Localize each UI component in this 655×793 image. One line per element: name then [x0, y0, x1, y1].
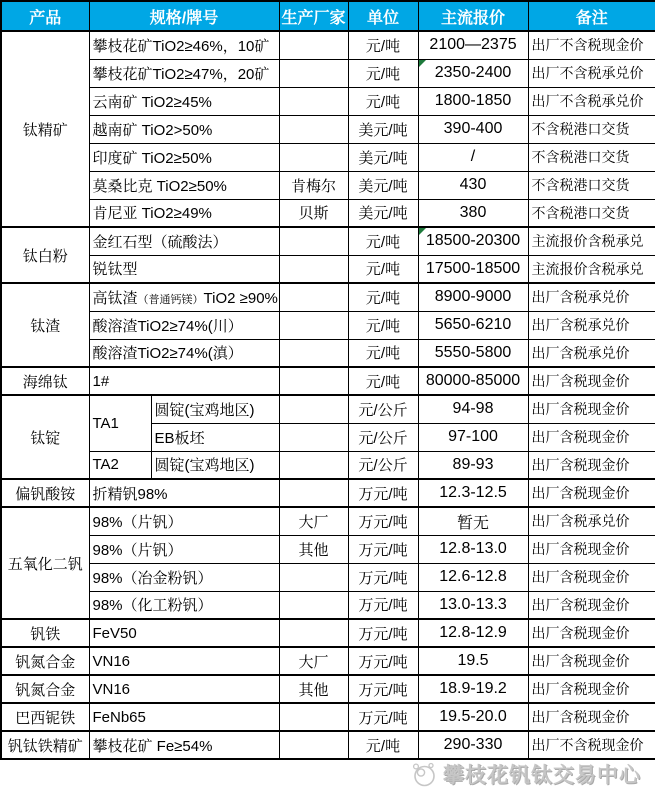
- table-row: [1, 283, 655, 311]
- unit-cell: 万元/吨: [348, 563, 418, 591]
- note-cell: 出厂含税现金价: [528, 367, 655, 395]
- price-cell: 290-330: [418, 731, 528, 759]
- table-header: [1, 1, 655, 31]
- table-row: [1, 367, 655, 395]
- note-cell: 出厂不含税现金价: [528, 31, 655, 59]
- product-cell: 海绵钛: [1, 367, 89, 395]
- price-cell: 380: [418, 199, 528, 227]
- price-cell: 5550-5800: [418, 339, 528, 367]
- unit-cell: 万元/吨: [348, 703, 418, 731]
- unit-cell: 元/公斤: [348, 451, 418, 479]
- spec-cell: 98%（冶金粉钒）: [89, 563, 279, 591]
- spec-cell: VN16: [89, 675, 279, 703]
- producer-cell: [279, 591, 348, 619]
- table-row: [1, 31, 655, 59]
- table-row: [1, 619, 655, 647]
- column-header-note: 备注: [528, 1, 655, 31]
- table-row: [1, 451, 655, 479]
- unit-cell: 元/吨: [348, 59, 418, 87]
- price-cell: 94-98: [418, 395, 528, 423]
- price-cell: /: [418, 143, 528, 171]
- producer-cell: [279, 451, 348, 479]
- price-cell: 1800-1850: [418, 87, 528, 115]
- producer-cell: [279, 255, 348, 283]
- table-row: [1, 703, 655, 731]
- note-cell: 出厂含税现金价: [528, 423, 655, 451]
- note-cell: 出厂含税承兑价: [528, 311, 655, 339]
- table-row: [1, 591, 655, 619]
- header-row: [1, 1, 655, 31]
- producer-cell: [279, 283, 348, 311]
- table-row: [1, 563, 655, 591]
- product-cell: 钒氮合金: [1, 675, 89, 703]
- note-cell: 不含税港口交货: [528, 199, 655, 227]
- unit-cell: 美元/吨: [348, 199, 418, 227]
- note-cell: 不含税港口交货: [528, 171, 655, 199]
- unit-cell: 元/吨: [348, 339, 418, 367]
- spec-cell: 98%（化工粉钒）: [89, 591, 279, 619]
- price-cell: 89-93: [418, 451, 528, 479]
- table-row: [1, 143, 655, 171]
- producer-cell: [279, 423, 348, 451]
- table-row: [1, 87, 655, 115]
- note-cell: 主流报价含税承兑: [528, 227, 655, 255]
- unit-cell: 元/吨: [348, 87, 418, 115]
- product-cell: 钛渣: [1, 283, 89, 367]
- spec-cell: 98%（片钒）: [89, 535, 279, 563]
- note-cell: 出厂不含税承兑价: [528, 87, 655, 115]
- note-cell: 出厂含税现金价: [528, 479, 655, 507]
- spec-type-cell: 圆锭(宝鸡地区): [151, 395, 279, 423]
- price-cell: 8900-9000: [418, 283, 528, 311]
- product-cell: 钛白粉: [1, 227, 89, 283]
- table-row: [1, 675, 655, 703]
- spec-cell: 98%（片钒）: [89, 507, 279, 535]
- spec-cell: VN16: [89, 647, 279, 675]
- price-cell: 18500-20300: [418, 227, 528, 255]
- producer-cell: 其他: [279, 675, 348, 703]
- spec-cell: 云南矿 TiO2≥45%: [89, 87, 279, 115]
- spec-grade-cell: TA2: [89, 451, 151, 479]
- unit-cell: 元/吨: [348, 227, 418, 255]
- product-cell: 五氧化二钒: [1, 507, 89, 619]
- product-cell: 偏钒酸铵: [1, 479, 89, 507]
- unit-cell: 万元/吨: [348, 675, 418, 703]
- producer-cell: [279, 339, 348, 367]
- unit-cell: 元/公斤: [348, 395, 418, 423]
- spec-cell: [89, 283, 279, 311]
- unit-cell: 元/公斤: [348, 423, 418, 451]
- spec-grade-cell: TA1: [89, 395, 151, 451]
- price-cell: 2350-2400: [418, 59, 528, 87]
- exchange-logo-icon: [410, 760, 438, 788]
- unit-cell: 万元/吨: [348, 535, 418, 563]
- product-cell: 钛锭: [1, 395, 89, 479]
- column-header-spec: 规格/牌号: [89, 1, 279, 31]
- price-cell: 12.8-13.0: [418, 535, 528, 563]
- note-cell: 出厂含税现金价: [528, 451, 655, 479]
- unit-cell: 美元/吨: [348, 115, 418, 143]
- spec-cell: 印度矿 TiO2≥50%: [89, 143, 279, 171]
- product-cell: 钛精矿: [1, 31, 89, 227]
- note-cell: 出厂含税现金价: [528, 591, 655, 619]
- note-cell: 不含税港口交货: [528, 115, 655, 143]
- price-cell: 12.8-12.9: [418, 619, 528, 647]
- unit-cell: 美元/吨: [348, 143, 418, 171]
- spec-cell: FeV50: [89, 619, 279, 647]
- table-row: [1, 311, 655, 339]
- producer-cell: [279, 59, 348, 87]
- producer-cell: [279, 395, 348, 423]
- price-cell: 12.3-12.5: [418, 479, 528, 507]
- unit-cell: 元/吨: [348, 367, 418, 395]
- producer-cell: 其他: [279, 535, 348, 563]
- producer-cell: 大厂: [279, 647, 348, 675]
- table-row: [1, 507, 655, 535]
- column-header-product: 产品: [1, 1, 89, 31]
- spec-type-cell: EB板坯: [151, 423, 279, 451]
- table-row: [1, 395, 655, 423]
- unit-cell: 元/吨: [348, 731, 418, 759]
- producer-cell: 贝斯: [279, 199, 348, 227]
- excel-flag-icon: [419, 228, 426, 235]
- spec-text-part: （普通钙镁）: [137, 293, 204, 306]
- table-row: [1, 199, 655, 227]
- spec-cell: 金红石型（硫酸法）: [89, 227, 279, 255]
- watermark: [410, 757, 641, 791]
- producer-cell: 大厂: [279, 507, 348, 535]
- producer-cell: [279, 619, 348, 647]
- producer-cell: [279, 367, 348, 395]
- price-cell: 2100—2375: [418, 31, 528, 59]
- table-row: [1, 479, 655, 507]
- note-cell: 出厂不含税承兑价: [528, 59, 655, 87]
- unit-cell: 美元/吨: [348, 171, 418, 199]
- product-cell: 钒钛铁精矿: [1, 731, 89, 759]
- column-header-price: 主流报价: [418, 1, 528, 31]
- note-cell: 出厂含税现金价: [528, 619, 655, 647]
- price-cell: 12.6-12.8: [418, 563, 528, 591]
- producer-cell: [279, 703, 348, 731]
- note-cell: 出厂不含税现金价: [528, 731, 655, 759]
- column-header-unit: 单位: [348, 1, 418, 31]
- price-cell: 5650-6210: [418, 311, 528, 339]
- unit-cell: 元/吨: [348, 31, 418, 59]
- spec-cell: 攀枝花矿TiO2≥46%，10矿: [89, 31, 279, 59]
- price-cell: 13.0-13.3: [418, 591, 528, 619]
- producer-cell: [279, 115, 348, 143]
- unit-cell: 万元/吨: [348, 507, 418, 535]
- note-cell: 出厂含税现金价: [528, 563, 655, 591]
- note-cell: 出厂含税承兑价: [528, 339, 655, 367]
- table-row: [1, 731, 655, 759]
- price-cell: 430: [418, 171, 528, 199]
- column-header-producer: 生产厂家: [279, 1, 348, 31]
- price-cell: 17500-18500: [418, 255, 528, 283]
- table-row: [1, 227, 655, 255]
- spec-cell: 酸溶渣TiO2≥74%(滇）: [89, 339, 279, 367]
- spec-cell: 攀枝花矿TiO2≥47%，20矿: [89, 59, 279, 87]
- spec-cell: 攀枝花矿 Fe≥54%: [89, 731, 279, 759]
- product-cell: 钒铁: [1, 619, 89, 647]
- product-cell: 巴西铌铁: [1, 703, 89, 731]
- note-cell: 出厂含税现金价: [528, 535, 655, 563]
- table-row: [1, 59, 655, 87]
- price-cell: 390-400: [418, 115, 528, 143]
- note-cell: 出厂含税现金价: [528, 395, 655, 423]
- spec-cell: 锐钛型: [89, 255, 279, 283]
- producer-cell: [279, 87, 348, 115]
- unit-cell: 万元/吨: [348, 619, 418, 647]
- producer-cell: 肯梅尔: [279, 171, 348, 199]
- spec-cell: 越南矿 TiO2>50%: [89, 115, 279, 143]
- table-row: [1, 339, 655, 367]
- price-cell: 18.9-19.2: [418, 675, 528, 703]
- spec-cell: 莫桑比克 TiO2≥50%: [89, 171, 279, 199]
- note-cell: 出厂含税现金价: [528, 647, 655, 675]
- note-cell: 出厂含税现金价: [528, 703, 655, 731]
- spec-cell: 1#: [89, 367, 279, 395]
- unit-cell: 万元/吨: [348, 479, 418, 507]
- producer-cell: [279, 143, 348, 171]
- price-cell: 80000-85000: [418, 367, 528, 395]
- spec-text-part: 高钛渣: [92, 289, 138, 307]
- table-row: [1, 647, 655, 675]
- excel-flag-icon: [419, 60, 426, 67]
- producer-cell: [279, 563, 348, 591]
- price-cell: 19.5: [418, 647, 528, 675]
- note-cell: 出厂含税现金价: [528, 675, 655, 703]
- table-row: [1, 171, 655, 199]
- note-cell: 不含税港口交货: [528, 143, 655, 171]
- unit-cell: 元/吨: [348, 311, 418, 339]
- price-cell: 暂无: [418, 507, 528, 535]
- table-row: [1, 255, 655, 283]
- spec-cell: 肯尼亚 TiO2≥49%: [89, 199, 279, 227]
- unit-cell: 万元/吨: [348, 647, 418, 675]
- spec-cell: 折精钒98%: [89, 479, 279, 507]
- producer-cell: [279, 479, 348, 507]
- watermark-text: 攀枝花钒钛交易中心: [443, 764, 641, 787]
- spec-type-cell: 圆锭(宝鸡地区): [151, 451, 279, 479]
- table-row: [1, 535, 655, 563]
- spec-text-part: TiO2 ≥90%: [203, 289, 278, 307]
- producer-cell: [279, 227, 348, 255]
- price-cell: 97-100: [418, 423, 528, 451]
- producer-cell: [279, 31, 348, 59]
- price-cell: 19.5-20.0: [418, 703, 528, 731]
- producer-cell: [279, 311, 348, 339]
- unit-cell: 元/吨: [348, 283, 418, 311]
- note-cell: 主流报价含税承兑: [528, 255, 655, 283]
- unit-cell: 元/吨: [348, 255, 418, 283]
- spec-cell: 酸溶渣TiO2≥74%(川）: [89, 311, 279, 339]
- table-body: [1, 31, 655, 759]
- note-cell: 出厂含税承兑价: [528, 507, 655, 535]
- note-cell: 出厂含税承兑价: [528, 283, 655, 311]
- product-cell: 钒氮合金: [1, 647, 89, 675]
- spec-cell: FeNb65: [89, 703, 279, 731]
- producer-cell: [279, 731, 348, 759]
- unit-cell: 万元/吨: [348, 591, 418, 619]
- table-row: [1, 115, 655, 143]
